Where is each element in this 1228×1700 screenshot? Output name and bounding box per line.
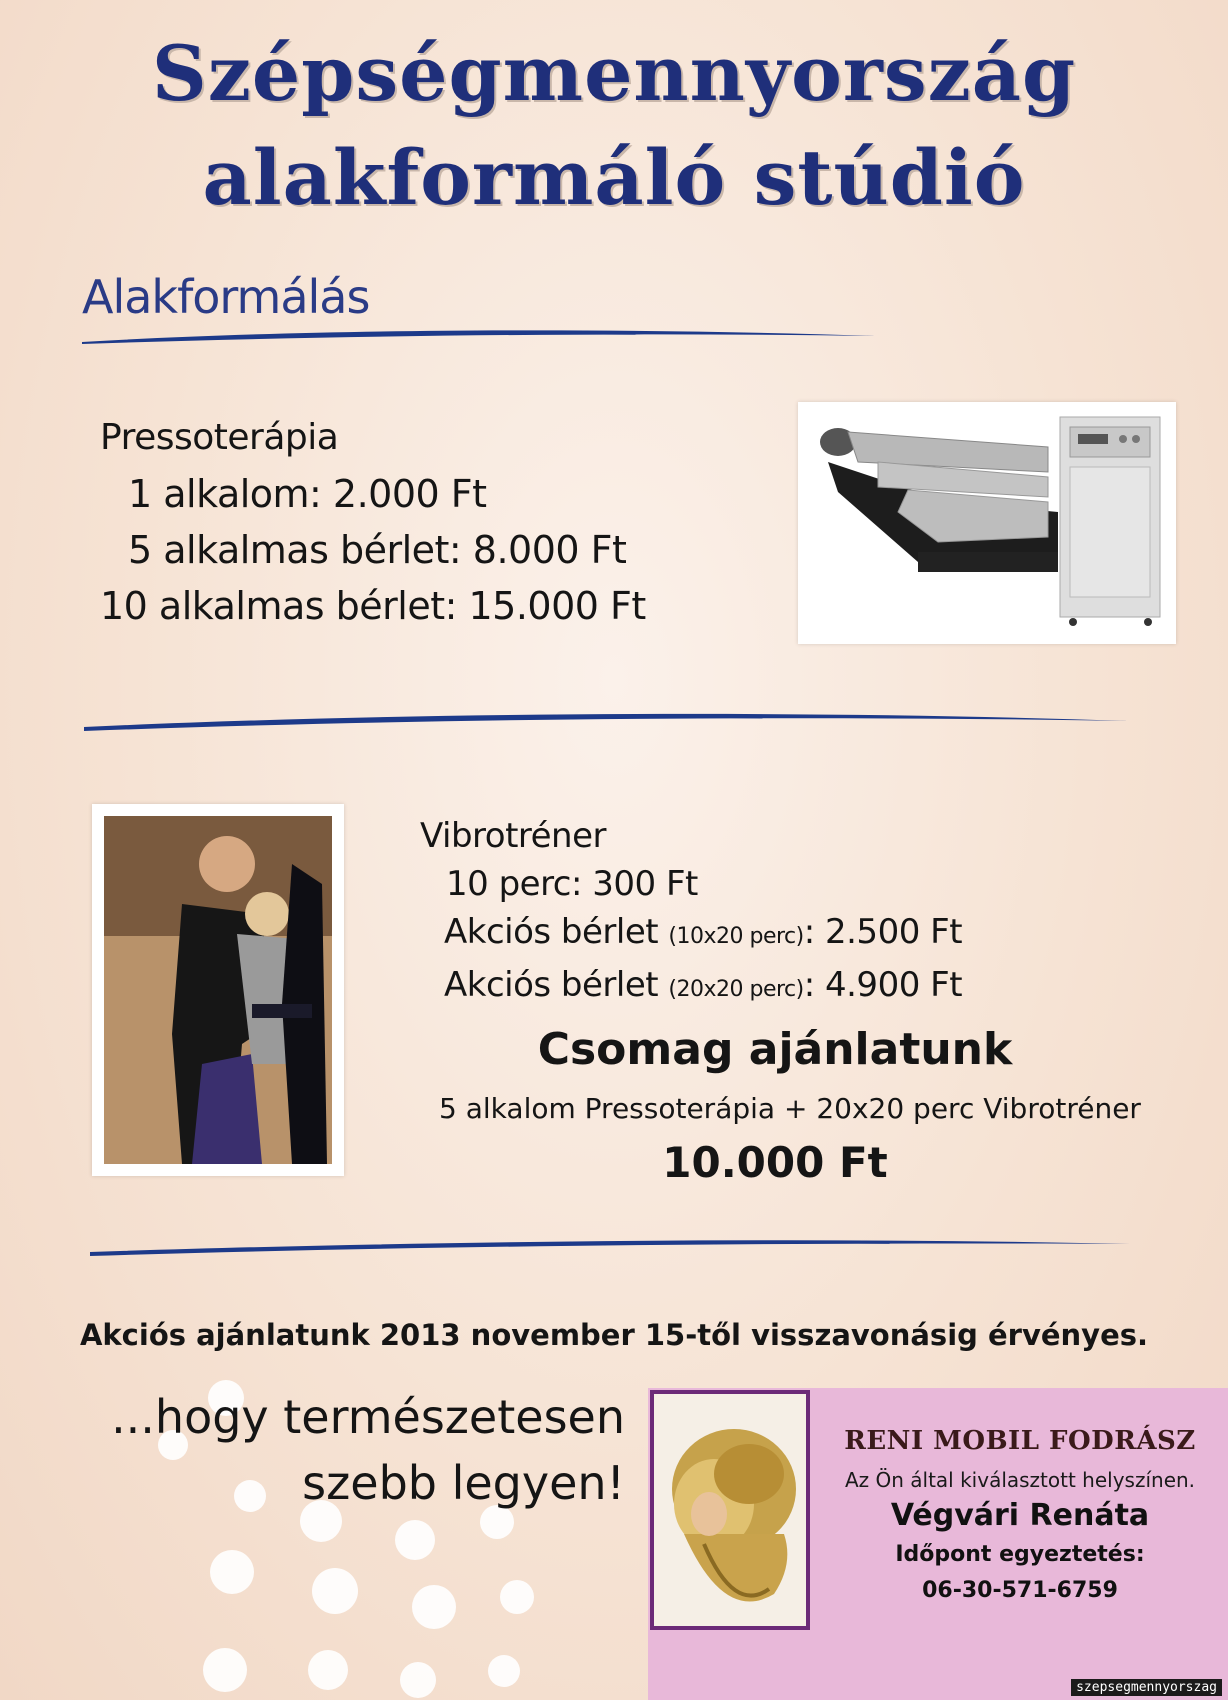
divider-swoosh-1 (80, 322, 880, 352)
presso-price-2: 5 alkalmas bérlet: 8.000 Ft (128, 528, 627, 572)
page-title-line2: alakformáló stúdió (202, 133, 1026, 222)
decor-dot (488, 1655, 520, 1687)
vibro-price-list (420, 812, 962, 1014)
package-price: 10.000 Ft (662, 1138, 888, 1187)
vibro-name: Vibrotréner (420, 816, 606, 856)
vibro-price-3-amount: : 4.900 Ft (803, 965, 963, 1005)
hairstyle-image (654, 1394, 806, 1626)
slogan (40, 1384, 625, 1516)
decor-dot (308, 1650, 348, 1690)
decor-dot (412, 1585, 456, 1629)
vibro-price-1: 10 perc: 300 Ft (446, 864, 698, 904)
ad-person-name: Végvári Renáta (890, 1498, 1150, 1533)
hairdresser-photo (650, 1390, 810, 1630)
vibro-price-2-duration: (10x20 perc) (668, 924, 804, 949)
slogan-line1: ...hogy természetesen (111, 1390, 625, 1444)
vibrotrainer-photo (92, 804, 344, 1176)
presso-price-3: 10 alkalmas bérlet: 15.000 Ft (100, 584, 646, 628)
decor-dot (395, 1520, 435, 1560)
presso-price-list (100, 410, 646, 634)
pressotherapy-photo (798, 402, 1176, 644)
watermark: szepsegmennyorszag (1071, 1679, 1222, 1696)
presso-price-1: 1 alkalom: 2.000 Ft (128, 472, 487, 516)
vibro-price-3-duration: (20x20 perc) (668, 977, 804, 1002)
page-title-line1: Szépségmennyország (151, 29, 1077, 118)
vibro-price-2-amount: : 2.500 Ft (803, 912, 963, 952)
decor-dot (400, 1662, 436, 1698)
divider-swoosh-2 (82, 705, 1132, 739)
decor-dot (203, 1648, 247, 1692)
decor-dot (500, 1580, 534, 1614)
section-heading: Alakformálás (82, 270, 370, 324)
vibro-price-3-prefix: Akciós bérlet (444, 965, 659, 1005)
pressotherapy-machine-image (798, 402, 1176, 644)
decor-dot (210, 1550, 254, 1594)
vibrotrainer-image (92, 804, 344, 1176)
presso-name: Pressoterápia (100, 417, 339, 458)
divider-swoosh-3 (88, 1232, 1133, 1266)
package-title: Csomag ajánlatunk (537, 1024, 1013, 1075)
package-description: 5 alkalom Pressoterápia + 20x20 perc Vibrotréner (439, 1092, 1141, 1125)
vibro-price-3 (420, 961, 962, 1014)
ad-phone-number: 06-30-571-6759 (922, 1578, 1118, 1603)
vibro-price-2-prefix: Akciós bérlet (444, 912, 659, 952)
decor-dot (312, 1568, 358, 1614)
offer-validity: Akciós ajánlatunk 2013 november 15-től visszavonásig érvényes. (79, 1318, 1149, 1352)
vibro-price-2 (420, 908, 962, 961)
ad-appointment-label: Időpont egyeztetés: (895, 1542, 1145, 1567)
ad-business-name: RENI MOBIL FODRÁSZ (844, 1426, 1196, 1456)
ad-subtitle: Az Ön által kiválasztott helyszínen. (844, 1468, 1196, 1492)
slogan-line2: szebb legyen! (302, 1456, 625, 1510)
